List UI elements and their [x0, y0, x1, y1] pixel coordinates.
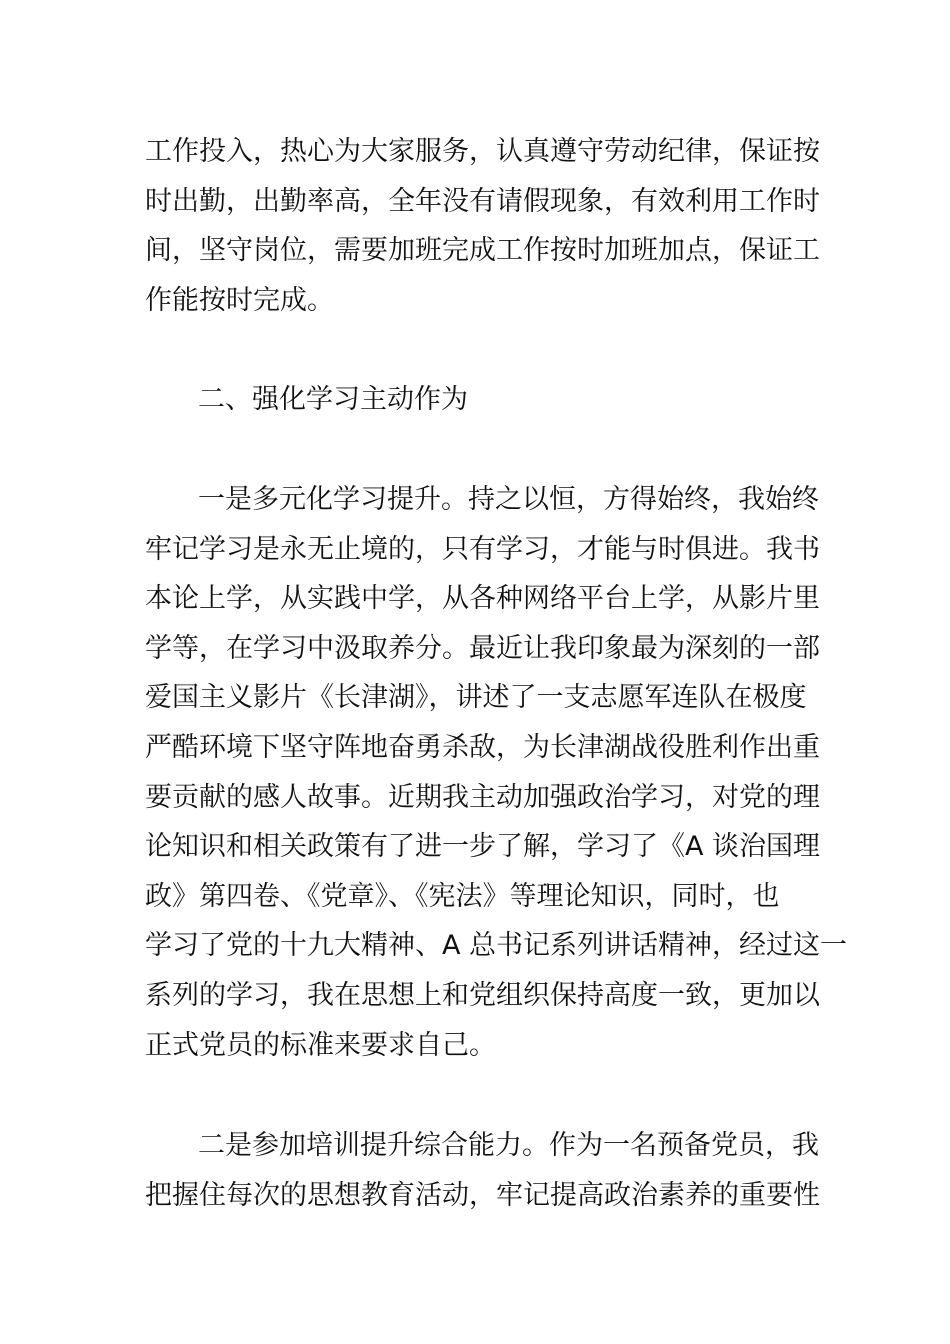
text-line: 政》第四卷、《党章》、《宪法》等理论知识，同时，也 [145, 880, 780, 912]
section-heading [145, 375, 815, 425]
text-line: 把握住每次的思想教育活动，牢记提高政治素养的重要性 [145, 1179, 820, 1211]
text-line: 本论上学，从实践中学，从各种网络平台上学，从影片里 [145, 583, 820, 615]
text-line: 正式党员的标准来要求自己。 [145, 1029, 496, 1061]
text-line: 严酷环境下坚守阵地奋勇杀敌，为长津湖战役胜利作出重 [145, 731, 820, 763]
text-line: 要贡献的感人故事。近期我主动加强政治学习，对党的理 [145, 781, 820, 813]
paragraph-training [145, 1121, 820, 1220]
text-line: 时出勤，出勤率高，全年没有请假现象，有效利用工作时 [145, 185, 820, 217]
text-line: 论知识和相关政策有了进一步了解，学习了《A 谈治国理 [145, 831, 821, 863]
text-line: 学习了党的十九大精神、A 总书记系列讲话精神，经过这一 [145, 930, 848, 962]
text-line: 间，坚守岗位，需要加班完成工作按时加班加点，保证工 [145, 235, 820, 267]
text-line: 工作投入，热心为大家服务，认真遵守劳动纪律，保证按 [145, 136, 820, 167]
text-line: 系列的学习，我在思想上和党组织保持高度一致，更加以 [145, 979, 820, 1011]
text-line: 一是多元化学习提升。持之以恒，方得始终，我始终 [198, 484, 819, 515]
heading-text: 二、强化学习主动作为 [198, 384, 468, 415]
text-line: 爱国主义影片《长津湖》，讲述了一支志愿军连队在极度 [145, 682, 807, 714]
paragraph-work-attitude [145, 127, 820, 325]
text-line: 学等，在学习中汲取养分。最近让我印象最为深刻的一部 [145, 632, 820, 664]
text-line: 牢记学习是永无止境的，只有学习，才能与时俱进。我书 [145, 533, 820, 565]
paragraph-learning [145, 475, 848, 1070]
text-line: 二是参加培训提升综合能力。作为一名预备党员，我 [198, 1130, 819, 1161]
text-line: 作能按时完成。 [145, 284, 334, 316]
